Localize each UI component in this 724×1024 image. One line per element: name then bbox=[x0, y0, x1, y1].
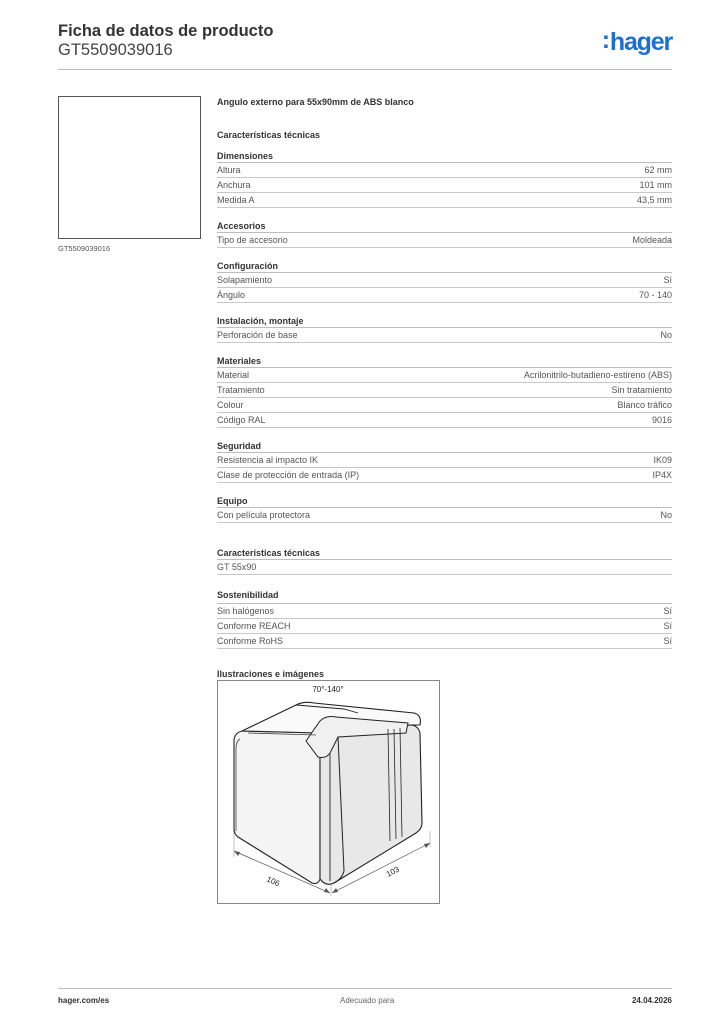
spec-row bbox=[217, 163, 672, 178]
spec-group-materiales bbox=[217, 355, 672, 428]
spec-row bbox=[217, 413, 672, 428]
spec-value: 9016 bbox=[651, 415, 672, 425]
spec-value: No bbox=[660, 330, 672, 340]
spec-label: Sin halógenos bbox=[217, 606, 275, 616]
dimension-right-label: 103 bbox=[384, 864, 401, 879]
illustrations-title: Ilustraciones e imágenes bbox=[217, 669, 325, 679]
group-title: Materiales bbox=[217, 355, 672, 368]
spec-label: Colour bbox=[217, 400, 244, 410]
page-footer bbox=[58, 988, 672, 1005]
hager-logo: :hager bbox=[601, 26, 672, 56]
spec-label: Conforme REACH bbox=[217, 621, 291, 631]
spec-content bbox=[217, 96, 672, 680]
spec-label: Altura bbox=[217, 165, 241, 175]
group-title: Accesorios bbox=[217, 220, 672, 233]
spec-label: Tratamiento bbox=[217, 385, 265, 395]
spec-label: Con película protectora bbox=[217, 510, 311, 520]
spec-value: IK09 bbox=[653, 455, 672, 465]
spec-label: Código RAL bbox=[217, 415, 266, 425]
spec-section-sostenibilidad bbox=[217, 587, 672, 649]
product-code: GT5509039016 bbox=[58, 41, 173, 59]
spec-row bbox=[217, 398, 672, 413]
corner-left-face bbox=[234, 731, 320, 884]
spec-value: Sí bbox=[663, 275, 672, 285]
group-title: Instalación, montaje bbox=[217, 315, 672, 328]
spec-row bbox=[217, 328, 672, 343]
dimension-left-label: 106 bbox=[265, 874, 282, 889]
spec-group-accesorios bbox=[217, 220, 672, 248]
section-title: Características técnicas bbox=[217, 130, 321, 140]
footer-website[interactable]: hager.com/es bbox=[58, 996, 110, 1005]
spec-label: Solapamiento bbox=[217, 275, 273, 285]
spec-value: 62 mm bbox=[644, 165, 672, 175]
section-title: Características técnicas bbox=[217, 547, 672, 560]
spec-label: Anchura bbox=[217, 180, 251, 190]
spec-value: Sin tratamiento bbox=[611, 385, 672, 395]
spec-row bbox=[217, 193, 672, 208]
spec-section-caracteristicas-2 bbox=[217, 547, 672, 575]
spec-row bbox=[217, 634, 672, 649]
spec-label: Resistencia al impacto IK bbox=[217, 455, 319, 465]
spec-value: Sí bbox=[663, 621, 672, 631]
corner-right-face bbox=[320, 725, 422, 884]
product-thumbnail bbox=[58, 96, 201, 239]
page-title: Ficha de datos de producto bbox=[58, 22, 274, 40]
spec-label: Perforación de base bbox=[217, 330, 298, 340]
spec-value: Acrilonitrilo-butadieno-estireno (ABS) bbox=[523, 370, 672, 380]
spec-value: Sí bbox=[663, 636, 672, 646]
spec-group-seguridad bbox=[217, 440, 672, 483]
spec-row bbox=[217, 604, 672, 619]
spec-value: Moldeada bbox=[632, 235, 672, 245]
spec-row bbox=[217, 560, 672, 575]
spec-label: GT 55x90 bbox=[217, 562, 257, 572]
spec-label: Tipo de accesorio bbox=[217, 235, 288, 245]
spec-value: IP4X bbox=[652, 470, 672, 480]
spec-group-equipo bbox=[217, 495, 672, 523]
spec-value: Sí bbox=[663, 606, 672, 616]
thumbnail-caption: GT5509039016 bbox=[58, 244, 111, 253]
spec-label: Clase de protección de entrada (IP) bbox=[217, 470, 360, 480]
spec-value: No bbox=[660, 510, 672, 520]
section-title: Sostenibilidad bbox=[217, 587, 672, 604]
spec-value: 101 mm bbox=[639, 180, 672, 190]
group-title: Configuración bbox=[217, 260, 672, 273]
footer-middle-text: Adecuado para bbox=[340, 996, 395, 1005]
group-title: Equipo bbox=[217, 495, 672, 508]
angle-label: 70°-140° bbox=[312, 685, 344, 694]
footer-date: 24.04.2026 bbox=[631, 996, 672, 1005]
page-header bbox=[58, 22, 672, 70]
group-title: Seguridad bbox=[217, 440, 672, 453]
spec-value: 43,5 mm bbox=[636, 195, 672, 205]
spec-row bbox=[217, 288, 672, 303]
spec-label: Ángulo bbox=[217, 290, 246, 300]
corner-drawing-svg bbox=[218, 681, 439, 903]
spec-row bbox=[217, 178, 672, 193]
spec-row bbox=[217, 619, 672, 634]
logo-text: hager bbox=[609, 28, 672, 56]
group-title: Dimensiones bbox=[217, 150, 672, 163]
spec-label: Conforme RoHS bbox=[217, 636, 284, 646]
spec-row bbox=[217, 508, 672, 523]
spec-row bbox=[217, 368, 672, 383]
spec-group-dimensiones bbox=[217, 150, 672, 208]
product-title: Angulo externo para 55x90mm de ABS blanco bbox=[217, 97, 414, 107]
spec-value: 70 - 140 bbox=[638, 290, 672, 300]
spec-row bbox=[217, 233, 672, 248]
spec-value: Blanco tráfico bbox=[617, 400, 672, 410]
spec-label: Material bbox=[217, 370, 250, 380]
spec-label: Medida A bbox=[217, 195, 255, 205]
spec-row bbox=[217, 383, 672, 398]
spec-row bbox=[217, 453, 672, 468]
spec-row bbox=[217, 468, 672, 483]
spec-group-configuracion bbox=[217, 260, 672, 303]
product-drawing bbox=[217, 680, 440, 904]
spec-row bbox=[217, 273, 672, 288]
spec-group-instalacion bbox=[217, 315, 672, 343]
